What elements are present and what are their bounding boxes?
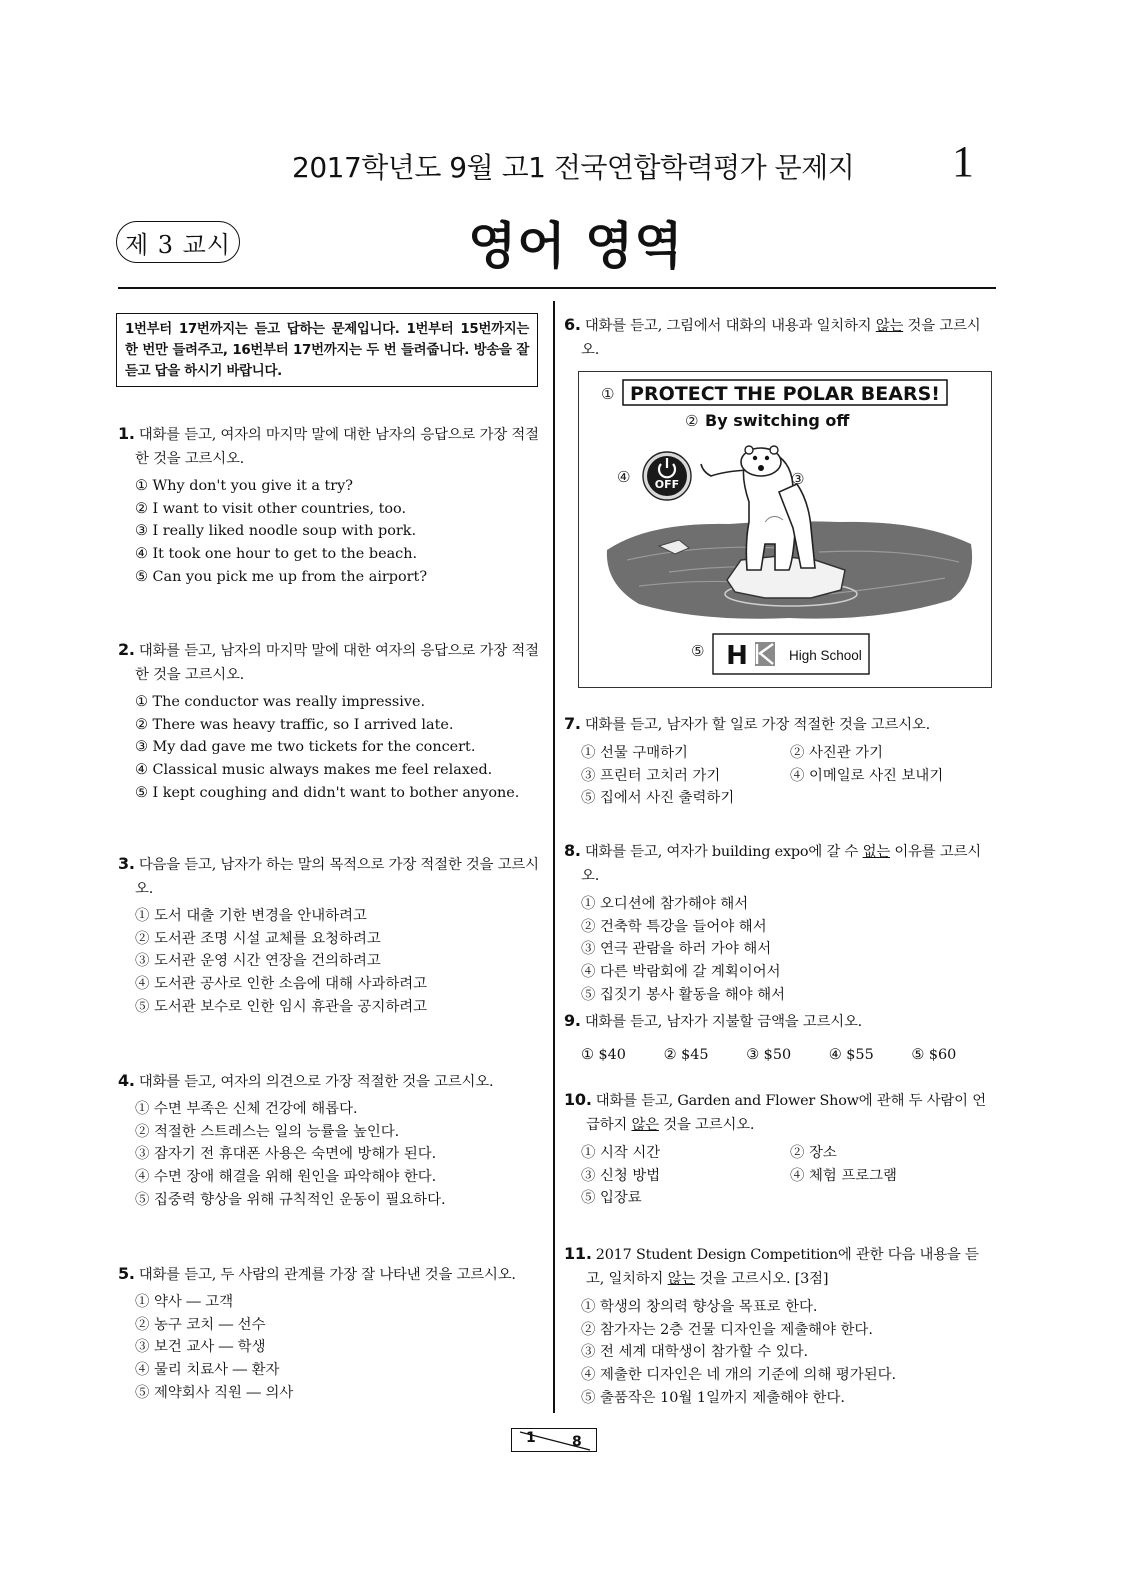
choice-item[interactable]: ③ 보건 교사 ― 학생	[135, 1339, 266, 1356]
question-number: 7.	[564, 714, 581, 733]
school-logo	[713, 634, 869, 674]
question-5	[118, 1262, 548, 1405]
choice-list	[118, 905, 548, 1019]
question-stem-end: 것을 고르시오.	[658, 1117, 755, 1133]
choice-item[interactable]: ④ 다른 박람회에 갈 계획이어서	[581, 964, 781, 981]
choice-item[interactable]: ⑤ 도서관 보수로 인한 임시 휴관을 공지하려고	[135, 998, 428, 1015]
choice-item[interactable]: ⑤ 집짓기 봉사 활동을 해야 해서	[581, 986, 786, 1003]
choice-item[interactable]: ⑤ Can you pick me up from the airport?	[135, 568, 428, 585]
choice-item[interactable]: ① 시작 시간	[581, 1145, 661, 1161]
question-number: 3.	[118, 854, 135, 873]
choice-item[interactable]: ③ My dad gave me two tickets for the concert.	[135, 739, 476, 756]
choice-item[interactable]: ② 참가자는 2층 건물 디자인을 제출해야 한다.	[581, 1321, 873, 1338]
choice-item[interactable]: ④ $55	[828, 1047, 874, 1063]
subject-title: 영어 영역	[468, 217, 684, 275]
total-pages: 8	[572, 1434, 582, 1450]
marker-3: ③	[791, 470, 805, 488]
question-number: 9.	[564, 1011, 581, 1030]
choice-item[interactable]: ① 오디션에 참가해야 해서	[581, 896, 749, 912]
choice-item[interactable]: ⑤ 출품작은 10월 1일까지 제출해야 한다.	[581, 1389, 845, 1406]
question-4	[118, 1069, 548, 1212]
marker-4: ④	[617, 468, 631, 486]
choice-item[interactable]: ④ Classical music always makes me feel relaxed.	[135, 762, 493, 779]
polar-bear-poster-figure	[578, 371, 992, 688]
choice-item[interactable]: ③ 도서관 운영 시간 연장을 건의하려고	[135, 953, 381, 970]
choice-item[interactable]: ④ 물리 치료사 ― 환자	[135, 1362, 280, 1379]
marker-1: ①	[601, 385, 615, 403]
choice-item[interactable]: ④ 체험 프로그램	[790, 1167, 897, 1184]
question-7	[564, 712, 994, 810]
choice-item[interactable]: ③ 프린터 고치러 가기	[581, 767, 721, 784]
question-stem: 대화를 듣고, 남자가 지불할 금액을 고르시오.	[584, 1014, 863, 1030]
question-number: 4.	[118, 1071, 135, 1090]
choice-item[interactable]: ④ 수면 장애 해결을 위해 원인을 파악해야 한다.	[135, 1169, 437, 1186]
question-stem: 대화를 듣고, 남자가 할 일로 가장 적절한 것을 고르시오.	[584, 717, 930, 733]
power-off-icon	[643, 452, 691, 500]
choice-item[interactable]: ① 학생의 창의력 향상을 목표로 한다.	[581, 1299, 818, 1315]
choice-item[interactable]: ③ 잠자기 전 휴대폰 사용은 숙면에 방해가 된다.	[135, 1146, 437, 1163]
choice-item[interactable]: ① 수면 부족은 신체 건강에 해롭다.	[135, 1101, 358, 1117]
choice-row	[564, 1044, 994, 1067]
choice-item[interactable]: ③ I really liked noodle soup with pork.	[135, 523, 417, 540]
question-3	[118, 852, 548, 1019]
poster-illustration	[579, 372, 993, 689]
choice-grid	[564, 1142, 994, 1210]
question-number: 11.	[564, 1244, 592, 1263]
question-stem-end: 것을 고르시오. [3점]	[695, 1271, 829, 1287]
question-stem: 2017 Student Design Competition에 관한 다음 내용을 듣고, 일치하지	[586, 1247, 979, 1287]
choice-item[interactable]: ③ $50	[746, 1047, 792, 1063]
page-indicator	[511, 1428, 597, 1452]
choice-item[interactable]: ④ 제출한 디자인은 네 개의 기준에 의해 평가된다.	[581, 1367, 897, 1384]
underlined-word: 없는	[862, 844, 891, 860]
svg-text:OFF: OFF	[654, 478, 680, 491]
question-number: 8.	[564, 841, 581, 860]
question-stem: 대화를 듣고, 남자의 마지막 말에 대한 여자의 응답으로 가장 적절한 것을 고르시오.	[135, 643, 539, 683]
choice-item[interactable]: ① 선물 구매하기	[581, 745, 688, 761]
choice-item[interactable]: ③ 연극 관람을 하러 가야 해서	[581, 941, 772, 958]
question-6	[564, 313, 994, 362]
listening-notice: 1번부터 17번까지는 듣고 답하는 문제입니다. 1번부터 15번까지는 한 번만 들려주고, 16번부터 17번까지는 두 번 들려줍니다. 방송을 잘 듣고 답을 하시기 바랍니다.	[116, 313, 538, 387]
choice-item[interactable]: ② I want to visit other countries, too.	[135, 500, 407, 517]
question-stem: 대화를 듣고, 그림에서 대화의 내용과 일치하지	[584, 318, 876, 334]
choice-list	[564, 893, 994, 1007]
subline-text: By switching off	[705, 411, 850, 430]
question-stem: 대화를 듣고, Garden and Flower Show에 관해 두 사람이 언급하지	[586, 1093, 986, 1133]
choice-item[interactable]: ⑤ 집에서 사진 출력하기	[581, 790, 735, 807]
underlined-word: 않는	[667, 1271, 696, 1287]
choice-item[interactable]: ② 도서관 조명 시설 교체를 요청하려고	[135, 930, 381, 947]
banner-text: PROTECT THE POLAR BEARS!	[630, 383, 940, 405]
marker-5: ⑤	[691, 642, 705, 660]
underlined-word: 않은	[631, 1117, 659, 1133]
choice-item[interactable]: ⑤ I kept coughing and didn't want to bother anyone.	[135, 784, 520, 801]
choice-item[interactable]: ① 약사 ― 고객	[135, 1294, 234, 1310]
choice-item[interactable]: ⑤ 입장료	[581, 1190, 642, 1207]
choice-item[interactable]: ② 적절한 스트레스는 일의 능률을 높인다.	[135, 1123, 400, 1140]
question-8	[564, 839, 994, 1007]
question-number: 10.	[564, 1090, 592, 1109]
question-stem: 대화를 듣고, 두 사람의 관계를 가장 잘 나타낸 것을 고르시오.	[138, 1267, 516, 1283]
choice-item[interactable]: ④ 이메일로 사진 보내기	[790, 767, 944, 784]
exam-header-title: 2017학년도 9월 고1 전국연합학력평가 문제지	[292, 151, 855, 184]
choice-item[interactable]: ③ 전 세계 대학생이 참가할 수 있다.	[581, 1344, 809, 1361]
question-stem: 대화를 듣고, 여자가 building expo에 갈 수	[584, 844, 863, 860]
question-9	[564, 1009, 994, 1067]
svg-text:High School: High School	[789, 648, 862, 663]
choice-item[interactable]: ② 건축학 특강을 들어야 해서	[581, 918, 767, 935]
page-slash	[512, 1429, 598, 1453]
page-number: 1	[952, 137, 974, 186]
question-stem: 대화를 듣고, 여자의 마지막 말에 대한 남자의 응답으로 가장 적절한 것을 고르시오.	[135, 427, 539, 467]
choice-item[interactable]: ② 장소	[790, 1145, 837, 1161]
svg-text:H: H	[726, 641, 748, 671]
choice-item[interactable]: ⑤ $60	[911, 1047, 957, 1063]
question-1	[118, 422, 548, 589]
question-stem-end: 이유를 고르시오.	[581, 844, 981, 884]
choice-item[interactable]: ② There was heavy traffic, so I arrived late.	[135, 716, 454, 733]
marker-2: ②	[685, 412, 699, 430]
choice-grid	[564, 742, 994, 810]
choice-item[interactable]: ① The conductor was really impressive.	[135, 694, 426, 710]
choice-item[interactable]: ⑤ 집중력 향상을 위해 규칙적인 운동이 필요하다.	[135, 1191, 446, 1208]
choice-list	[118, 1291, 548, 1405]
question-number: 2.	[118, 640, 135, 659]
question-stem: 다음을 듣고, 남자가 하는 말의 목적으로 가장 적절한 것을 고르시오.	[135, 857, 539, 897]
choice-item[interactable]: ② 농구 코치 ― 선수	[135, 1316, 266, 1333]
choice-item[interactable]: ① Why don't you give it a try?	[135, 478, 353, 494]
choice-item[interactable]: ② $45	[663, 1047, 709, 1063]
question-stem: 대화를 듣고, 여자의 의견으로 가장 적절한 것을 고르시오.	[138, 1074, 494, 1090]
choice-item[interactable]: ① $40	[581, 1047, 626, 1063]
header-divider	[118, 287, 996, 289]
question-number: 1.	[118, 424, 135, 443]
choice-item[interactable]: ① 도서 대출 기한 변경을 안내하려고	[135, 908, 367, 924]
choice-item[interactable]: ④ 도서관 공사로 인한 소음에 대해 사과하려고	[135, 976, 428, 993]
choice-item[interactable]: ② 사진관 가기	[790, 745, 884, 761]
choice-item[interactable]: ③ 신청 방법	[581, 1167, 661, 1184]
current-page: 1	[526, 1430, 536, 1446]
choice-item[interactable]: ⑤ 제약회사 직원 ― 의사	[135, 1384, 294, 1401]
question-10	[564, 1088, 994, 1210]
choice-list	[564, 1296, 994, 1410]
question-number: 5.	[118, 1264, 135, 1283]
column-divider	[553, 301, 555, 1413]
choice-item[interactable]: ④ It took one hour to get to the beach.	[135, 546, 418, 563]
choice-list	[118, 475, 548, 589]
question-stem-end: 것을 고르시오.	[581, 318, 981, 358]
choice-list	[118, 691, 548, 805]
underlined-word: 않는	[875, 318, 904, 334]
period-badge: 제 3 교시	[116, 221, 240, 263]
question-2	[118, 638, 548, 805]
choice-list	[118, 1098, 548, 1212]
question-11	[564, 1242, 994, 1410]
question-number: 6.	[564, 315, 581, 334]
